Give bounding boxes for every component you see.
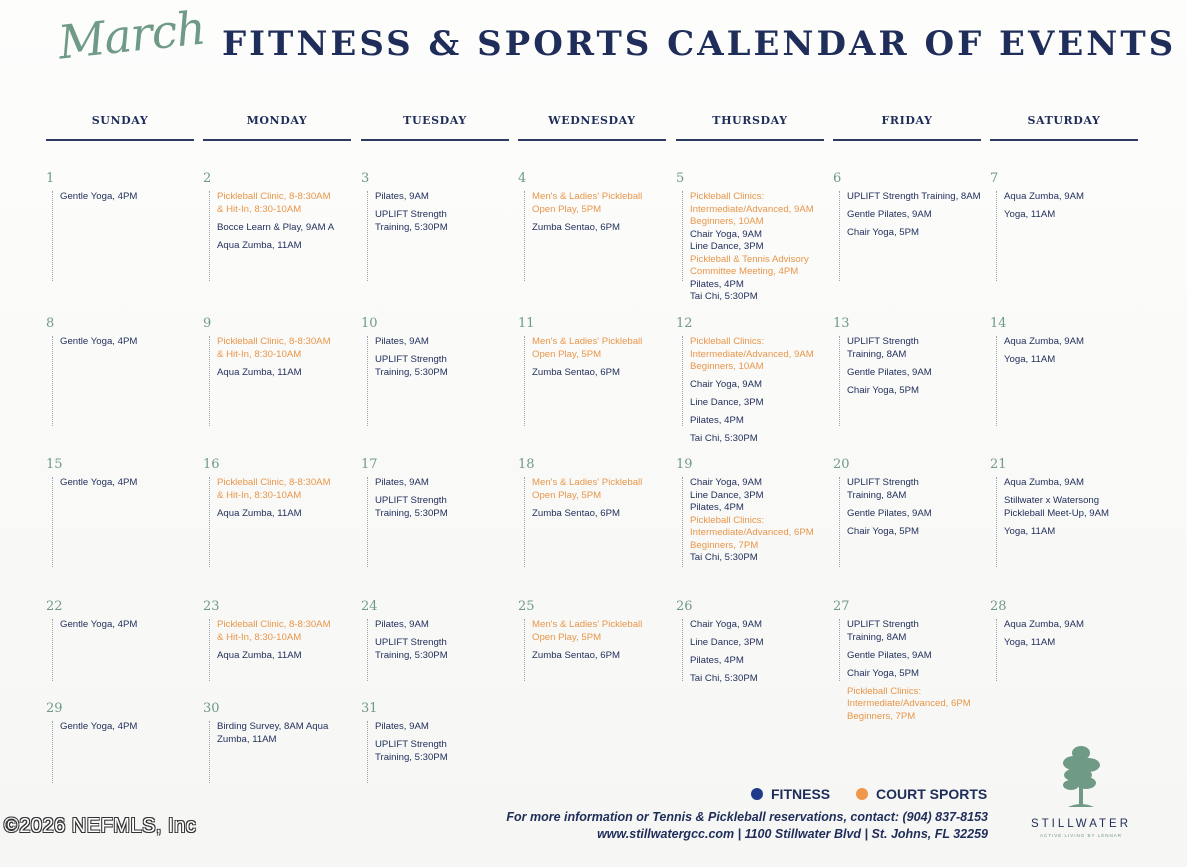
fitness-event: Gentle Yoga, 4PM (60, 336, 138, 347)
fitness-event: Chair Yoga, 9AM (690, 228, 762, 240)
weekday-rule (990, 139, 1138, 141)
fitness-event: Line Dance, 3PM (690, 397, 764, 408)
fitness-event: Yoga, 11AM (1004, 525, 1056, 537)
court-sports-event: Men's & Ladies' Pickleball Open Play, 5PM (532, 619, 643, 643)
court-sports-event: Pickleball Clinics: Intermediate/Advanced, 6PM Beginners, 7PM (847, 685, 971, 722)
date-number: 24 (361, 599, 378, 614)
event-list (690, 191, 836, 304)
event-list (60, 619, 206, 637)
date-number: 15 (46, 457, 63, 472)
fitness-event: Chair Yoga, 9AM (690, 619, 762, 630)
event-list (1004, 619, 1150, 655)
weekday-header-sunday: SUNDAY (91, 114, 149, 127)
date-number: 13 (833, 316, 850, 331)
fitness-event: Aqua Zumba, 9AM (1004, 477, 1084, 488)
date-number: 28 (990, 599, 1007, 614)
month-script-title: March (55, 0, 208, 70)
stillwater-logo (1016, 741, 1146, 838)
fitness-event: Tai Chi, 5:30PM (690, 552, 758, 563)
date-number: 23 (203, 599, 220, 614)
day-divider (52, 477, 53, 567)
court-sports-event: Pickleball Clinics: Intermediate/Advanced, 6PM Beginners, 7PM (690, 514, 814, 551)
tree-icon (1056, 741, 1106, 811)
fitness-event: UPLIFT Strength Training, 8AM (847, 191, 981, 202)
date-number: 16 (203, 457, 220, 472)
fitness-event: Pilates, 9AM (375, 336, 429, 347)
event-list (847, 336, 993, 403)
fitness-event: Aqua Zumba, 9AM (1004, 619, 1084, 630)
fitness-event: Pilates, 4PM (690, 655, 744, 666)
event-list (847, 191, 993, 245)
court-sports-event: Pickleball Clinics: Intermediate/Advanced, 9AM Beginners, 10AM (690, 336, 814, 372)
fitness-event: Aqua Zumba, 11AM (217, 366, 302, 378)
day-divider (52, 191, 53, 281)
court-sports-event: Pickleball & Tennis Advisory Committee Meeting, 4PM (690, 253, 809, 277)
day-divider (367, 721, 368, 783)
date-number: 4 (518, 171, 527, 186)
fitness-event: Chair Yoga, 9AM (690, 379, 762, 390)
date-number: 1 (46, 171, 55, 186)
date-number: 6 (833, 171, 842, 186)
fitness-event: UPLIFT Strength Training, 5:30PM (375, 209, 448, 233)
copyright-watermark: ©2026 NEFMLS, Inc (4, 815, 197, 837)
fitness-event: Line Dance, 3PM (690, 241, 764, 252)
fitness-event: Tai Chi, 5:30PM (690, 673, 758, 684)
day-divider (524, 191, 525, 281)
brand-tagline: ACTIVE LIVING BY LENNAR (1040, 833, 1122, 838)
court-sports-event: Men's & Ladies' Pickleball Open Play, 5PM (532, 336, 643, 360)
date-number: 27 (833, 599, 850, 614)
event-list (847, 477, 993, 544)
weekday-header-wednesday: WEDNESDAY (548, 114, 636, 127)
event-list (217, 619, 363, 668)
brand-name: STILLWATER (1030, 818, 1132, 830)
event-list (532, 336, 678, 385)
event-list (60, 721, 206, 739)
fitness-event: Tai Chi, 5:30PM (690, 433, 758, 444)
fitness-event: Pilates, 4PM (690, 502, 744, 513)
day-divider (209, 191, 210, 281)
fitness-dot-icon (751, 788, 763, 800)
event-list (375, 477, 521, 526)
fitness-event: Gentle Yoga, 4PM (60, 191, 138, 202)
event-list (532, 477, 678, 526)
fitness-event: Bocce Learn & Play, 9AM A (217, 221, 335, 233)
date-number: 14 (990, 316, 1007, 331)
day-divider (524, 477, 525, 567)
weekday-rule (46, 139, 194, 141)
event-list (375, 191, 521, 240)
event-list (375, 336, 521, 385)
event-list (690, 619, 836, 691)
court-sports-dot-icon (856, 788, 868, 800)
day-divider (209, 721, 210, 783)
legend-court-sports (856, 786, 987, 802)
fitness-event: Pilates, 9AM (375, 721, 429, 732)
day-divider (682, 336, 683, 426)
date-number: 10 (361, 316, 378, 331)
footer-contact: For more information or Tennis & Pickleball reservations, contact: (904) 837-8153 (506, 810, 988, 824)
fitness-event: Pilates, 9AM (375, 619, 429, 630)
fitness-event: Zumba Sentao, 6PM (532, 649, 620, 661)
event-list (217, 477, 363, 526)
event-list (690, 477, 836, 565)
event-list (60, 477, 206, 495)
fitness-event: UPLIFT Strength Training, 8AM (847, 477, 919, 501)
date-number: 12 (676, 316, 693, 331)
footer-address: www.stillwatergcc.com | 1100 Stillwater Blvd | St. Johns, FL 32259 (597, 827, 988, 841)
event-list (375, 619, 521, 668)
weekday-rule (203, 139, 351, 141)
day-divider (367, 619, 368, 681)
event-list (375, 721, 521, 770)
date-number: 19 (676, 457, 693, 472)
fitness-event: Aqua Zumba, 11AM (217, 507, 302, 519)
date-number: 8 (46, 316, 55, 331)
day-divider (996, 619, 997, 681)
event-list (60, 336, 206, 354)
fitness-event: UPLIFT Strength Training, 5:30PM (375, 495, 448, 519)
fitness-event: Gentle Pilates, 9AM (847, 209, 932, 220)
day-divider (209, 477, 210, 567)
day-divider (682, 477, 683, 567)
fitness-event: Tai Chi, 5:30PM (690, 291, 758, 302)
court-sports-event: Men's & Ladies' Pickleball Open Play, 5PM (532, 191, 643, 215)
legend-fitness (751, 786, 830, 802)
date-number: 11 (518, 316, 535, 331)
date-number: 22 (46, 599, 63, 614)
court-sports-event: Men's & Ladies' Pickleball Open Play, 5PM (532, 477, 643, 501)
fitness-event: UPLIFT Strength Training, 8AM (847, 336, 919, 360)
fitness-event: UPLIFT Strength Training, 8AM (847, 619, 919, 643)
date-number: 25 (518, 599, 535, 614)
fitness-event: Chair Yoga, 5PM (847, 525, 919, 537)
day-divider (209, 336, 210, 426)
day-divider (52, 721, 53, 783)
fitness-event: Yoga, 11AM (1004, 209, 1056, 220)
court-sports-event: Pickleball Clinic, 8-8:30AM & Hit-In, 8:30-10AM (217, 191, 331, 215)
date-number: 26 (676, 599, 693, 614)
fitness-event: Chair Yoga, 5PM (847, 384, 919, 396)
court-sports-event: Pickleball Clinic, 8-8:30AM & Hit-In, 8:30-10AM (217, 477, 331, 501)
day-divider (839, 477, 840, 567)
fitness-event: Stillwater x Watersong Pickleball Meet-Up, 9AM (1004, 495, 1110, 519)
fitness-event: Gentle Yoga, 4PM (60, 721, 138, 732)
fitness-event: Gentle Yoga, 4PM (60, 477, 138, 488)
day-divider (996, 477, 997, 567)
event-list (690, 336, 836, 451)
fitness-event: Gentle Pilates, 9AM (847, 507, 932, 519)
event-list (1004, 191, 1150, 227)
date-number: 9 (203, 316, 212, 331)
fitness-event: UPLIFT Strength Training, 5:30PM (375, 739, 448, 763)
date-number: 18 (518, 457, 535, 472)
weekday-header-thursday: THURSDAY (712, 114, 788, 127)
day-divider (52, 336, 53, 426)
event-list (532, 619, 678, 668)
court-sports-event: Pickleball Clinic, 8-8:30AM & Hit-In, 8:30-10AM (217, 336, 331, 360)
date-number: 2 (203, 171, 212, 186)
weekday-rule (361, 139, 509, 141)
fitness-event: Aqua Zumba, 9AM (1004, 191, 1084, 202)
day-divider (52, 619, 53, 681)
day-divider (682, 619, 683, 681)
fitness-event: Pilates, 9AM (375, 477, 429, 488)
date-number: 30 (203, 701, 220, 716)
date-number: 17 (361, 457, 378, 472)
fitness-event: Gentle Pilates, 9AM (847, 649, 932, 661)
date-number: 5 (676, 171, 685, 186)
fitness-event: Gentle Pilates, 9AM (847, 366, 932, 378)
day-divider (524, 619, 525, 681)
day-divider (524, 336, 525, 426)
fitness-event: Zumba Sentao, 6PM (532, 221, 620, 233)
fitness-event: Chair Yoga, 5PM (847, 227, 919, 238)
day-divider (367, 191, 368, 281)
day-divider (367, 336, 368, 426)
event-list (217, 191, 363, 258)
fitness-event: Line Dance, 3PM (690, 489, 764, 501)
event-list (847, 619, 993, 729)
fitness-event: Gentle Yoga, 4PM (60, 619, 138, 630)
day-divider (367, 477, 368, 567)
fitness-event: Pilates, 4PM (690, 415, 744, 426)
day-divider (839, 336, 840, 426)
fitness-event: Aqua Zumba, 9AM (1004, 336, 1084, 347)
event-list (532, 191, 678, 240)
date-number: 21 (990, 457, 1007, 472)
fitness-event: Aqua Zumba, 11AM (217, 649, 302, 661)
fitness-event: Zumba Sentao, 6PM (532, 507, 620, 519)
fitness-event: Zumba Sentao, 6PM (532, 366, 620, 378)
fitness-event: Yoga, 11AM (1004, 637, 1056, 648)
fitness-event: Pilates, 4PM (690, 278, 744, 290)
day-divider (682, 191, 683, 281)
day-divider (839, 619, 840, 681)
fitness-event: UPLIFT Strength Training, 5:30PM (375, 637, 448, 661)
weekday-header-friday: FRIDAY (881, 114, 933, 127)
day-divider (996, 336, 997, 426)
fitness-event: UPLIFT Strength Training, 5:30PM (375, 354, 448, 378)
weekday-header-saturday: SATURDAY (1027, 114, 1101, 127)
fitness-event: Yoga, 11AM (1004, 354, 1056, 365)
fitness-event: Birding Survey, 8AM Aqua Zumba, 11AM (217, 721, 329, 745)
court-sports-event: Pickleball Clinics: Intermediate/Advanced, 9AM Beginners, 10AM (690, 191, 814, 227)
date-number: 31 (361, 701, 378, 716)
date-number: 20 (833, 457, 850, 472)
event-list (60, 191, 206, 209)
day-divider (996, 191, 997, 281)
event-list (217, 336, 363, 385)
legend-fitness-label: FITNESS (771, 786, 831, 802)
fitness-event: Chair Yoga, 9AM (690, 477, 762, 488)
weekday-rule (833, 139, 981, 141)
weekday-header-monday: MONDAY (246, 114, 308, 127)
fitness-event: Line Dance, 3PM (690, 637, 764, 648)
day-divider (839, 191, 840, 281)
event-list (217, 721, 363, 752)
page-title: FITNESS & SPORTS CALENDAR OF EVENTS (222, 24, 1177, 64)
court-sports-event: Pickleball Clinic, 8-8:30AM & Hit-In, 8:30-10AM (217, 619, 331, 643)
weekday-rule (676, 139, 824, 141)
fitness-event: Chair Yoga, 5PM (847, 667, 919, 679)
legend-court-sports-label: COURT SPORTS (876, 786, 988, 802)
fitness-event: Aqua Zumba, 11AM (217, 239, 302, 251)
date-number: 3 (361, 171, 370, 186)
event-list (1004, 336, 1150, 372)
date-number: 7 (990, 171, 999, 186)
event-list (1004, 477, 1150, 544)
fitness-event: Pilates, 9AM (375, 191, 429, 202)
weekday-header-tuesday: TUESDAY (403, 114, 467, 127)
weekday-rule (518, 139, 666, 141)
date-number: 29 (46, 701, 63, 716)
day-divider (209, 619, 210, 681)
